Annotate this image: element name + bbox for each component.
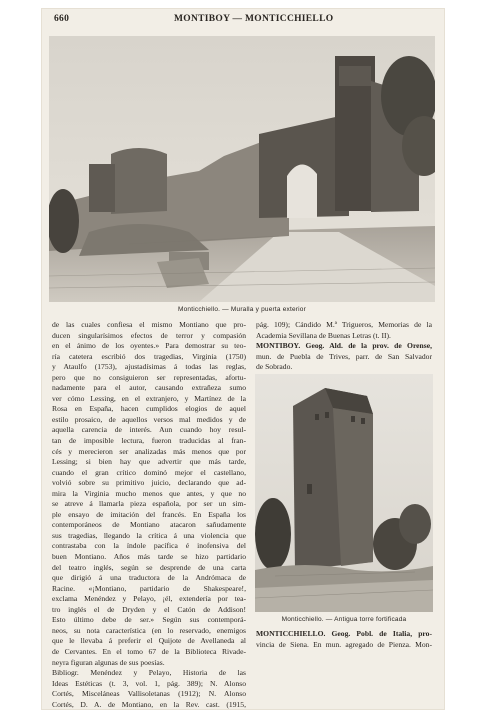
text-line: neyra figuran algunas de sus poesías. <box>52 657 165 667</box>
text-line: ple ensayo de imitación del francés. En España los <box>52 509 246 519</box>
text-line: volvió sobre su primitivo juicio, declarando que ad- <box>52 478 246 488</box>
text-line: de las cuales confiesa el mismo Montiano que pro- <box>52 320 246 329</box>
text-line: vincia de Siena. En mun. agregado de Pienza. Mon- <box>256 639 432 649</box>
right-text-column-top <box>256 320 432 373</box>
text-line: Esto último debe de ser.» Según sus contemporá- <box>52 615 246 625</box>
text-line: Bibliogr. Menéndez y Pelayo, Historia de las <box>52 668 246 678</box>
text-line: Cortés, Misceláneas Vallisoletanas (1912); N. Alonso <box>52 689 246 699</box>
figure-caption-top: Monticchiello. — Muralla y puerta exterior <box>178 306 306 313</box>
text-line: neos, su nota característica (en lo reservado, enemigos <box>52 625 246 635</box>
text-line: mira la Virginia mucho menos que antes, y que no <box>52 488 246 498</box>
text-line: contrastaba con la índole pacífica é inofensiva del <box>52 541 246 551</box>
text-line: sus tragedias, llegando la crítica á una violencia que <box>52 530 246 540</box>
photo-fortified-tower <box>255 374 433 612</box>
text-line: cés y merecieron ser analizadas más menos que por <box>52 446 246 456</box>
text-line: contemporáneos de Montiano atacaron sañudamente <box>52 520 246 530</box>
right-text-column-bottom <box>256 629 432 650</box>
text-line: ver cómo Lessing, en el extranjero, y Martínez de la <box>52 393 246 403</box>
text-line: de Cervantes. En el tomo 67 de la Biblioteca Rivade- <box>52 646 246 656</box>
text-line: y Ataulfo (1753), ajustadísimas á todas las reglas, <box>52 362 246 372</box>
text-line: buen Montiano. Años más tarde se hizo partidario <box>52 552 246 562</box>
text-line: nadamente para el autor, causando extrañeza sumo <box>52 383 246 393</box>
entry-montiboy: MONTIBOY. Geog. Ald. de la prov. de Orense, <box>256 341 432 351</box>
entry-monticchiello: MONTICCHIELLO. Geog. Pobl. de Italia, pro- <box>256 629 432 638</box>
text-line: Ideas Estéticas (t. 3, vol. 1, pág. 389); N. Alonso <box>52 678 246 688</box>
page-number: 660 <box>54 14 70 24</box>
text-line: se atreve á llamarla pieza española, por ser un sim- <box>52 499 246 509</box>
text-line: cuando el gran crítico dominó mejor el castellano, <box>52 467 246 477</box>
text-line: Rosa en España, hacen cumplidos elogios de aquel <box>52 404 246 414</box>
text-line: estilo prosaico, de aquellos versos mal medidos y de <box>52 414 246 424</box>
text-line: exclama Menéndez y Pelayo, ¡él, extendería por tea- <box>52 594 246 604</box>
photo-city-wall-gate <box>49 36 435 302</box>
text-line: del teatro inglés, según se desprende de una carta <box>52 562 246 572</box>
text-line: ría catetera escribió dos tragedias, Virginia (1750) <box>52 351 246 361</box>
text-line: pero que no consiguieron ser representadas, afortu- <box>52 372 246 382</box>
text-line: Cortés, D. A. de Montiano, en la Rev. cast. (1915, <box>52 699 246 709</box>
left-text-column <box>52 320 246 710</box>
text-line: que dirigió á una traductora de la Andrómaca de <box>52 573 246 583</box>
text-line: Academia Sevillana de Buenas Letras (t. II). <box>256 330 391 340</box>
text-line: tan de imposible lectura, fueron traducidas al fran- <box>52 436 246 446</box>
text-line: mun. de Puebla de Trives, parr. de San Salvador <box>256 351 432 361</box>
running-title: MONTIBOY — MONTICCHIELLO <box>174 14 334 24</box>
text-line: que le llevaba á preferir el Quijote de Avellaneda al <box>52 636 246 646</box>
text-line: Racine. «¡Montiano, partidario de Shakespeare!, <box>52 583 246 593</box>
text-line: Lessing; si bien hay que advertir que más tarde, <box>52 457 246 467</box>
text-line: ducen singularísimos efectos de terror y compasión <box>52 330 246 340</box>
text-line: en el ánimo de los oyentes.» Para demostrar su teo- <box>52 341 246 351</box>
text-line: tro inglés el de Dryden y el Catón de Addison! <box>52 604 246 614</box>
text-line: de Sobrado. <box>256 362 293 372</box>
text-line: pág. 109); Cándido M.ª Trigueros, Memorias de la <box>256 320 432 329</box>
text-line: aquella carencia de interés. Aun cuando hoy resul- <box>52 425 246 435</box>
figure-caption-bottom: Monticchiello. — Antigua torre fortificada <box>281 616 407 623</box>
running-header <box>54 14 446 28</box>
